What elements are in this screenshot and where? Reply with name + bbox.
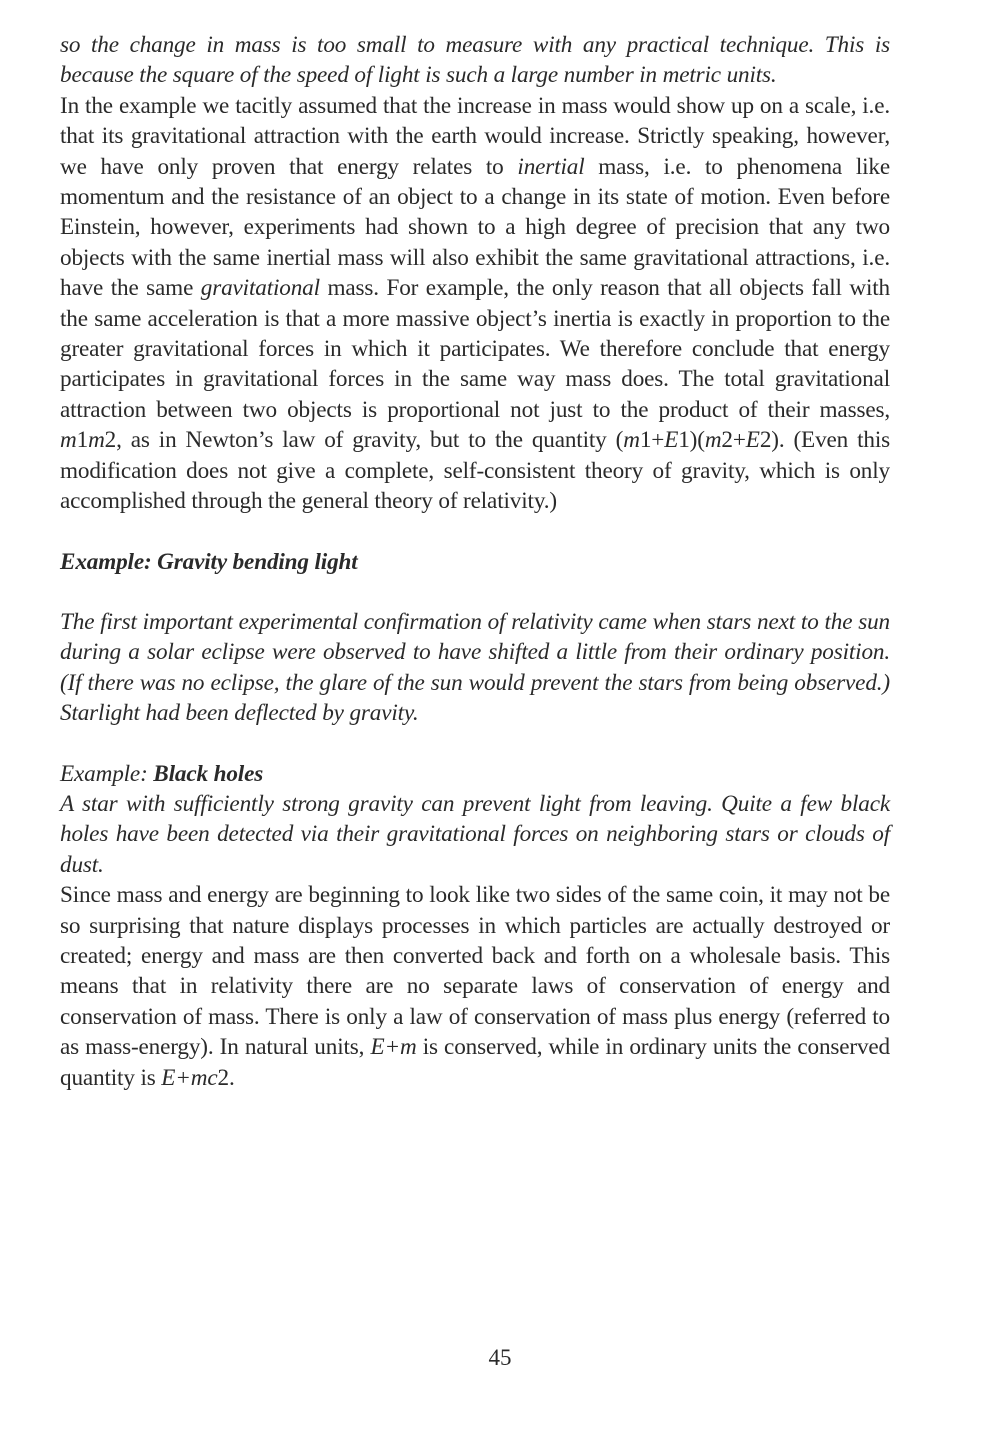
mass-energy-gravity-paragraph: [60, 91, 890, 517]
text-run: 2+: [721, 427, 746, 454]
spacer: [60, 517, 890, 547]
math-expression: E+mc: [161, 1064, 218, 1091]
example-heading-black-holes: [60, 759, 890, 789]
math-var: m: [623, 427, 640, 454]
text-run: mass, i.e. to phenomena like momentum and the resistance of an object to a change in its state of motion. Even before Einstein, however, experiments had shown to a high degree of precision that any two objects with the same inertial mass will also exhibit the same gravitational attractions, i.e. have the same: [60, 153, 890, 302]
text-run: 1)(: [678, 427, 705, 454]
conservation-paragraph: [60, 880, 890, 1093]
text-run: 2.: [217, 1064, 235, 1091]
math-var: m: [704, 427, 722, 454]
math-expression: E+m: [370, 1034, 417, 1061]
page-body: [60, 30, 890, 1093]
intro-italic-paragraph: so the change in mass is too small to measure with any practical technique. This is because the square of the speed of light is such a large number in metric units.: [60, 32, 890, 89]
example-prefix: Example:: [60, 760, 154, 787]
example-body-gravity-bending-light: The first important experimental confirmation of relativity came when stars next to the sun during a solar eclipse were observed to have shifted a little from their ordinary position. (If there was no eclipse, the glare of the sun would prevent the stars from being observed.) Starlight had been deflected by gravity.: [60, 608, 890, 727]
spacer: [60, 577, 890, 607]
text-run: 2). (Even this modification does not give a complete, self-consistent theory of gravity, which is only accomplished through the general theory of relativity.): [60, 427, 890, 515]
text-run: is conserved, while in ordinary units the conserved quantity is: [60, 1034, 891, 1091]
text-run: 1+: [639, 427, 665, 454]
math-var: E: [664, 427, 679, 454]
example-title: Black holes: [153, 760, 264, 787]
spacer: [60, 729, 890, 759]
text-run: 2, as in Newton’s law of gravity, but to the quantity (: [104, 427, 624, 454]
math-var: E: [745, 427, 760, 454]
emphasis-inertial: inertial: [517, 153, 585, 180]
text-run: In the example we tacitly assumed that the increase in mass would show up on a scale, i.e. that its gravitational attraction with the earth would increase. Strictly speaking, however, we have only proven that energy relates to: [60, 92, 890, 180]
example-heading-gravity-bending-light: Example: Gravity bending light: [60, 548, 358, 575]
text-run: mass. For example, the only reason that all objects fall with the same acceleration is that a more massive object’s inertia is exactly in proportion to the greater gravitational forces in which it participates. We therefore conclude that energy participates in gravitational forces in the same way mass does. The total gravitational attraction between two objects is proportional not just to the product of their masses,: [60, 275, 890, 423]
text-run: Since mass and energy are beginning to look like two sides of the same coin, it may not be so surprising that nature displays processes in which particles are actually destroyed or created; energy and mass are then converted back and forth on a wholesale basis. This means that in relativity there are no separate laws of conservation of energy and conservation of mass. There is only a law of conservation of mass plus energy (referred to as mass-energy). In natural units,: [60, 882, 890, 1061]
emphasis-gravitational: gravitational: [200, 275, 320, 302]
example-body-black-holes: A star with sufficiently strong gravity can prevent light from leaving. Quite a few black holes have been detected via their gravitational forces on neighboring stars or clouds of dust.: [60, 790, 890, 878]
math-var: m: [60, 427, 77, 454]
math-var: m: [88, 427, 105, 454]
text-run: 1: [76, 427, 89, 454]
page-number: 45: [488, 1345, 512, 1370]
